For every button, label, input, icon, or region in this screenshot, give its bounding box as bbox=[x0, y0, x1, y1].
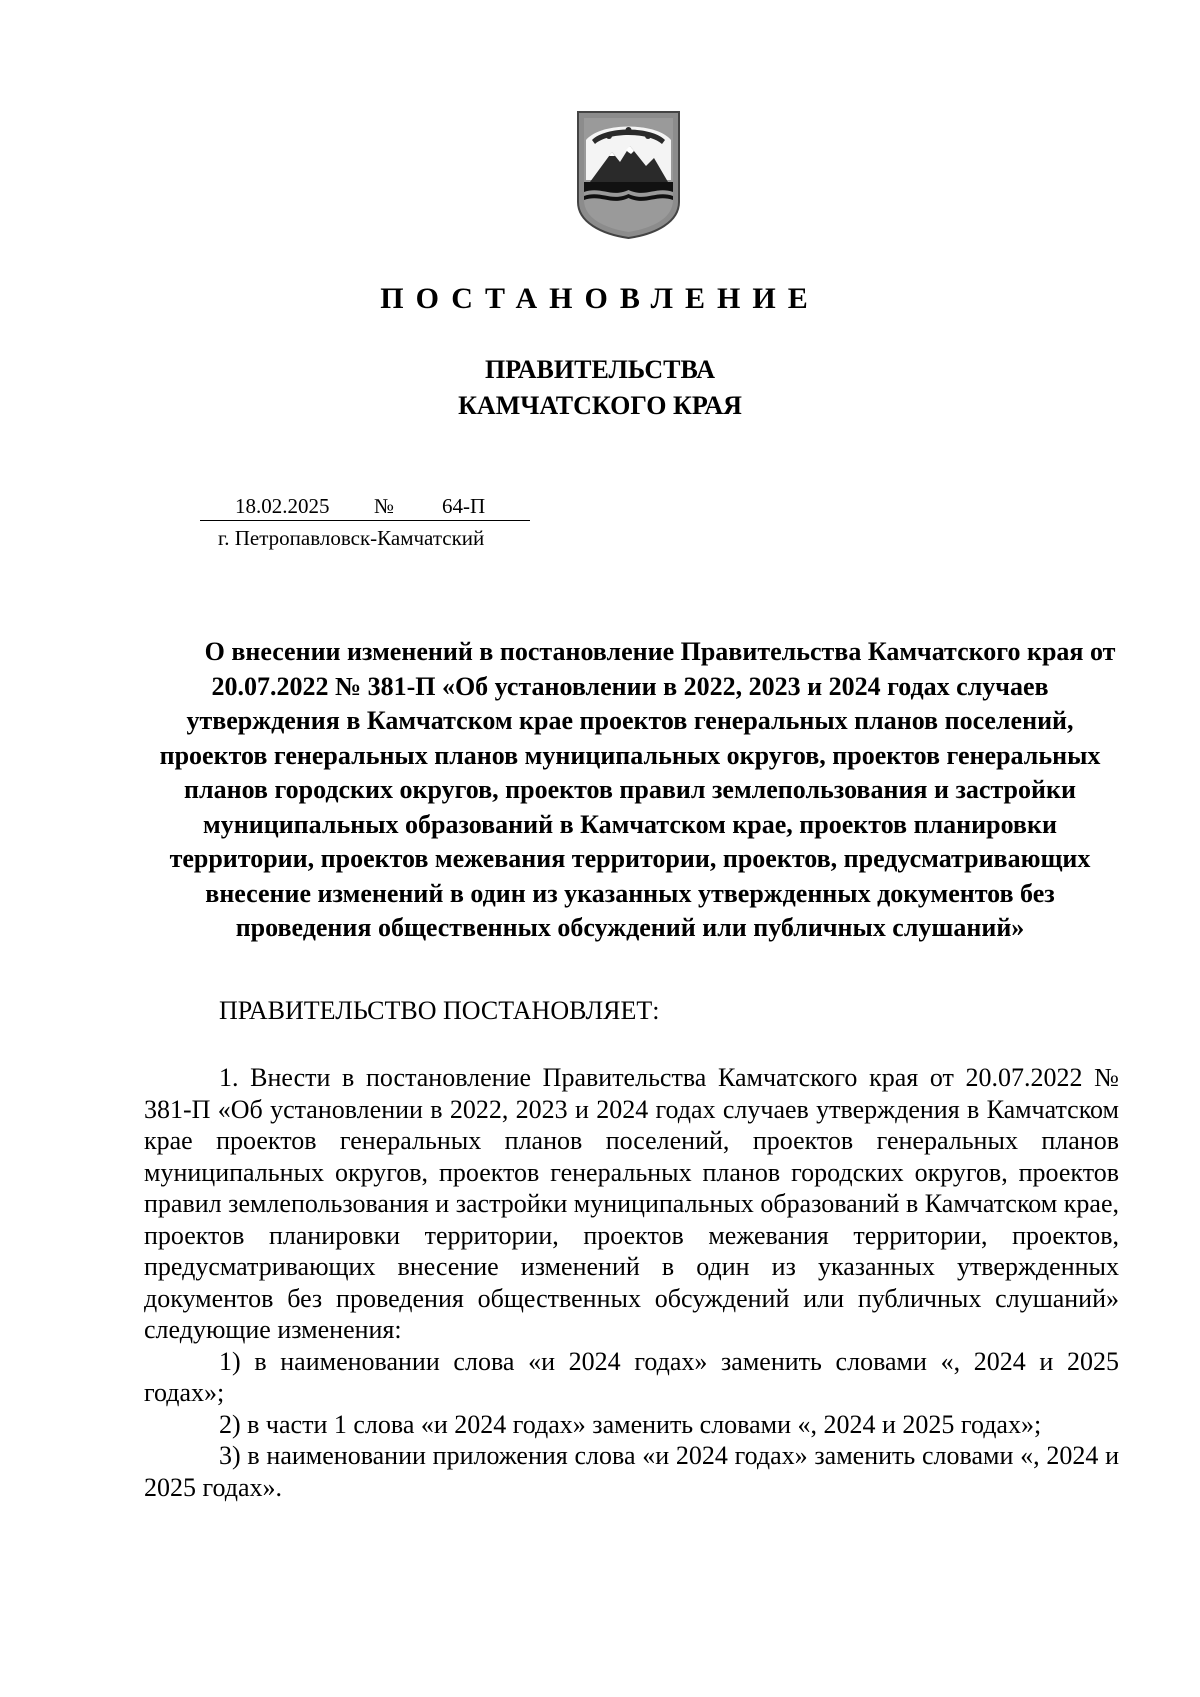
document-number: 64-П bbox=[442, 494, 486, 518]
number-sign: № bbox=[374, 494, 395, 518]
date-number-line bbox=[200, 494, 530, 521]
document-body bbox=[144, 1062, 1119, 1503]
document-title bbox=[140, 635, 1120, 946]
document-type-heading: ПОСТАНОВЛЕНИЕ bbox=[380, 282, 820, 315]
coat-of-arms-icon bbox=[576, 110, 681, 240]
body-paragraph-2: 1) в наименовании слова «и 2024 годах» заменить словами «, 2024 и 2025 годах»; bbox=[144, 1346, 1119, 1407]
body-paragraph-1: 1. Внести в постановление Правительства Камчатского края от 20.07.2022 № 381-П «Об установлении в 2022, 2023 и 2024 годах случаев утверждения в Камчатском крае проектов генеральных планов поселений, проектов генеральных планов муниципальных округов, проектов генеральных планов городских округов, проектов правил землепользования и застройки муниципальных образований в Камчатском крае, проектов планировки территории, проектов межевания территории, проектов, предусматривающих внесение изменений в один из указанных утвержденных документов без проведения общественных обсуждений или публичных слушаний» следующие изменения: bbox=[144, 1063, 1119, 1344]
issuer-heading bbox=[0, 352, 1200, 424]
document-meta bbox=[200, 494, 530, 550]
document-title-text: О внесении изменений в постановление Правительства Камчатского края от 20.07.2022 № 381-П «Об установлении в 2022, 2023 и 2024 годах случаев утверждения в Камчатском крае проектов генеральных планов поселений, проектов генеральных планов муниципальных округов, проектов генеральных планов городских округов, проектов правил землепользования и застройки муниципальных образований в Камчатском крае, проектов планировки территории, проектов межевания территории, проектов, предусматривающих внесение изменений в один из указанных утвержденных документов без проведения общественных обсуждений или публичных слушаний» bbox=[159, 637, 1116, 942]
decree-statement: ПРАВИТЕЛЬСТВО ПОСТАНОВЛЯЕТ: bbox=[219, 996, 660, 1025]
body-paragraph-3: 2) в части 1 слова «и 2024 годах» заменить словами «, 2024 и 2025 годах»; bbox=[219, 1409, 1042, 1439]
document-date: 18.02.2025 bbox=[235, 494, 330, 518]
document-city: г. Петропавловск-Камчатский bbox=[218, 526, 485, 550]
issuer-line-1: ПРАВИТЕЛЬСТВА bbox=[485, 355, 715, 384]
issuer-line-2: КАМЧАТСКОГО КРАЯ bbox=[458, 391, 742, 420]
body-paragraph-4: 3) в наименовании приложения слова «и 2024 годах» заменить словами «, 2024 и 2025 годах». bbox=[144, 1441, 1119, 1502]
